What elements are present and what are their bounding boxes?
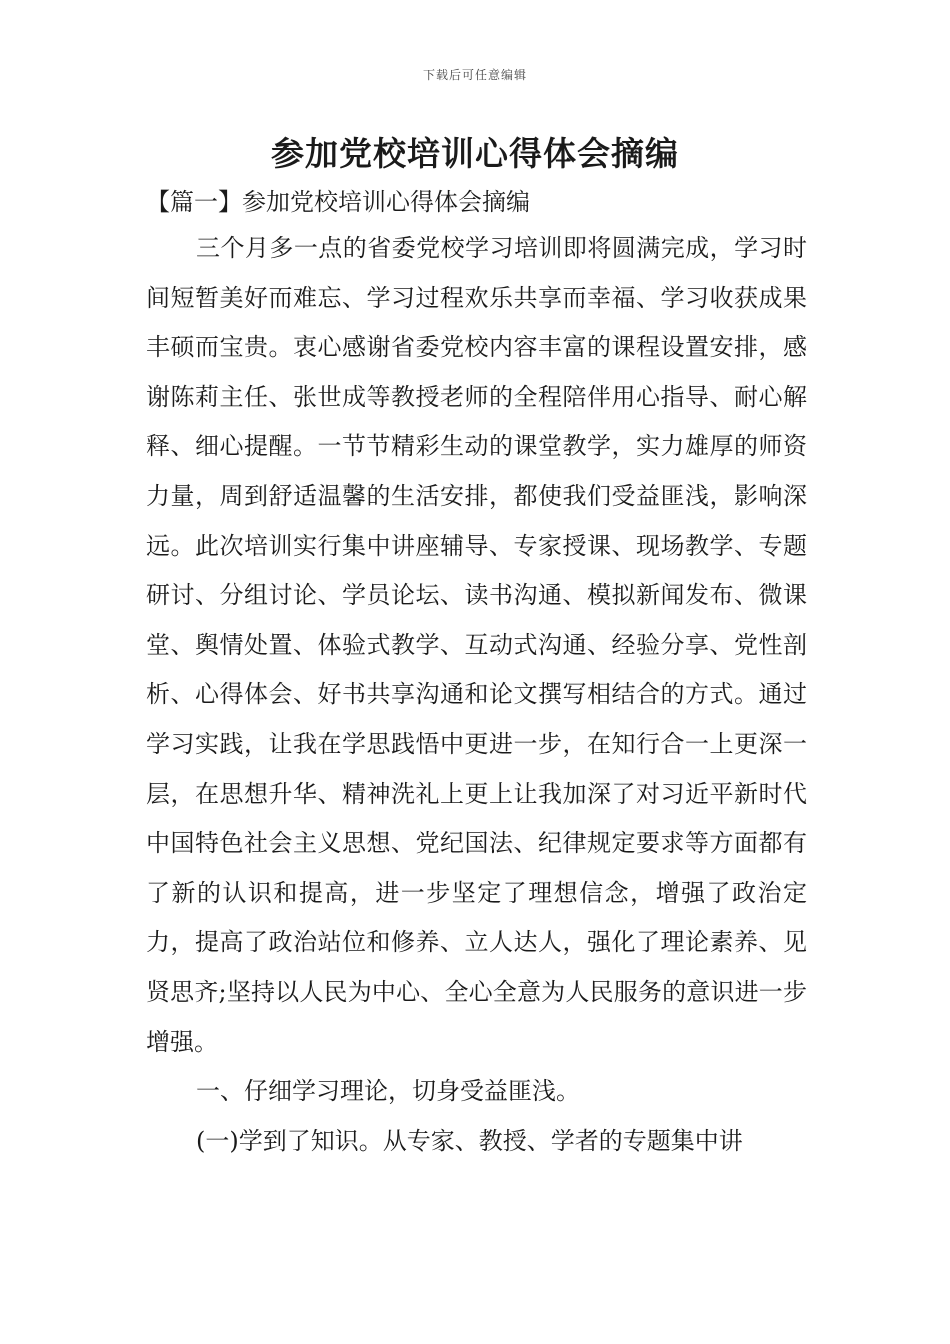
document-title: 参加党校培训心得体会摘编	[271, 134, 679, 173]
body-paragraph-heading-one: 一、仔细学习理论，切身受益匪浅。	[196, 1077, 580, 1106]
section-heading: 【篇一】参加党校培训心得体会摘编	[146, 188, 530, 216]
header-note: 下载后可任意编辑	[422, 68, 527, 82]
document-body	[146, 224, 807, 1166]
body-paragraph-intro: 三个月多一点的省委党校学习培训即将圆满完成，学习时间短暂美好而难忘、学习过程欢乐共享而幸福、学习收获成果丰硕而宝贵。衷心感谢省委党校内容丰富的课程设置安排，感谢陈莉主任、张世成等教授老师的全程陪伴用心指导、耐心解释、细心提醒。一节节精彩生动的课堂教学，实力雄厚的师资力量，周到舒适温馨的生活安排，都使我们受益匪浅，影响深远。此次培训实行集中讲座辅导、专家授课、现场教学、专题研讨、分组讨论、学员论坛、读书沟通、模拟新闻发布、微课堂、舆情处置、体验式教学、互动式沟通、经验分享、党性剖析、心得体会、好书共享沟通和论文撰写相结合的方式。通过学习实践，让我在学思践悟中更进一步，在知行合一上更深一层，在思想升华、精神洗礼上更上让我加深了对习近平新时代中国特色社会主义思想、党纪国法、纪律规定要求等方面都有了新的认识和提高，进一步坚定了理想信念，增强了政治定力，提高了政治站位和修养、立人达人，强化了理论素养、见贤思齐;坚持以人民为中心、全心全意为人民服务的意识进一步增强。	[146, 234, 807, 1056]
body-paragraph-subpoint-one: (一)学到了知识。从专家、教授、学者的专题集中讲	[196, 1126, 743, 1155]
